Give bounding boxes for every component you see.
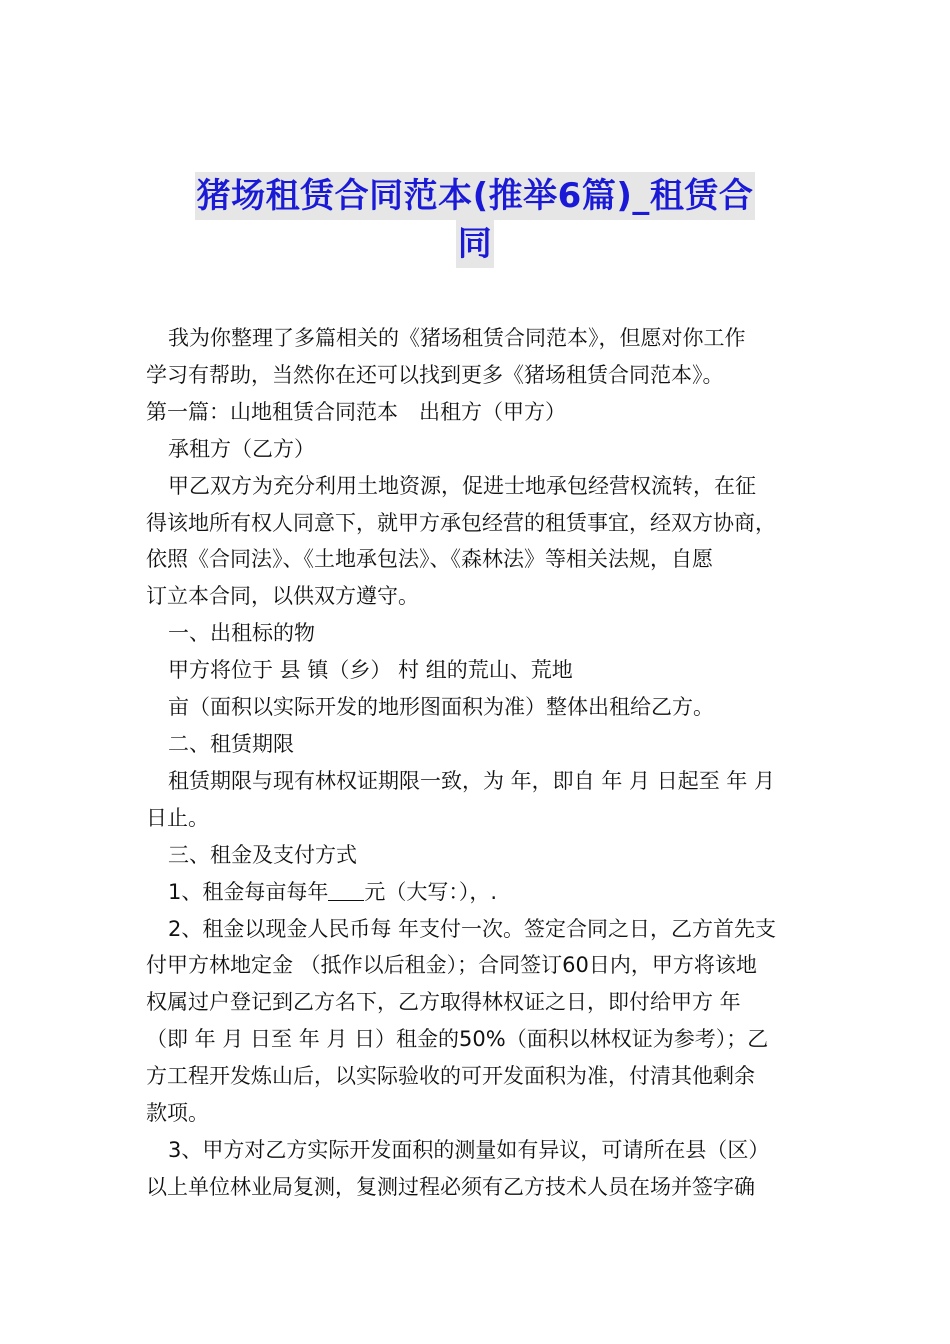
rent-1-prefix: 1、租金每亩每年	[168, 879, 329, 904]
paragraph-rent-3-line-1: 3、甲方对乙方实际开发面积的测量如有异议，可请所在县（区）	[168, 1137, 770, 1162]
paragraph-rent-2-line-1: 2、租金以现金人民币每 年支付一次。签定合同之日，乙方首先支	[168, 916, 777, 941]
paragraph-rent-2-line-6: 款项。	[146, 1101, 209, 1126]
paragraph-rent-2-line-4: （即 年 月 日至 年 月 日）租金的50%（面积以林权证为参考）；乙	[146, 1027, 769, 1052]
paragraph-preamble-line-2: 得该地所有权人同意下，就甲方承包经营的租赁事宜，经双方协商，	[146, 510, 776, 535]
document-body	[146, 320, 810, 1206]
paragraph-preamble-line-1: 甲乙双方为充分利用土地资源，促进士地承包经营权流转，在征	[168, 473, 756, 498]
rent-1-suffix: 元（大写：），.	[364, 879, 498, 904]
rent-amount-blank	[328, 879, 364, 901]
paragraph-rent-1	[146, 874, 810, 911]
title-line-2: 同	[456, 220, 495, 268]
paragraph-intro-line-1: 我为你整理了多篇相关的《猪场租赁合同范本》，但愿对你工作	[168, 326, 746, 350]
paragraph-preamble-line-4: 订立本合同，以供双方遵守。	[146, 584, 419, 609]
paragraph-term-line-2: 日止。	[146, 805, 209, 830]
lessee-label: 承租方（乙方）	[168, 436, 315, 461]
paragraph-rent-2-line-5: 方工程开发炼山后，以实际验收的可开发面积为准，付清其他剩余	[146, 1064, 755, 1089]
paragraph-rent-3-line-2: 以上单位林业局复测，复测过程必须有乙方技术人员在场并签字确	[146, 1174, 755, 1199]
paragraph-area: 亩（面积以实际开发的地形图面积为准）整体出租给乙方。	[168, 695, 714, 720]
section-heading-3: 三、租金及支付方式	[168, 842, 357, 867]
title-line-1: 猪场租赁合同范本(推举6篇)_租赁合	[195, 172, 756, 220]
document-title	[150, 172, 800, 268]
section-heading-1: 一、出租标的物	[168, 621, 315, 646]
paragraph-rent-2-line-3: 权属过户登记到乙方名下，乙方取得林权证之日，即付给甲方 年	[146, 990, 741, 1015]
paragraph-preamble-line-3: 依照《合同法》、《土地承包法》、《森林法》等相关法规，自愿	[146, 547, 713, 572]
paragraph-rent-2-line-2: 付甲方林地定金 （抵作以后租金）；合同签订60日内，甲方将该地	[146, 953, 757, 978]
paragraph-location: 甲方将位于 县 镇（乡） 村 组的荒山、荒地	[168, 658, 573, 683]
chapter-heading: 第一篇：山地租赁合同范本 出租方（甲方）	[146, 399, 566, 424]
paragraph-term-line-1: 租赁期限与现有林权证期限一致，为 年，即自 年 月 日起至 年 月	[168, 768, 776, 793]
section-heading-2: 二、租赁期限	[168, 731, 294, 756]
paragraph-intro-line-2: 学习有帮助，当然你在还可以找到更多《猪场租赁合同范本》。	[146, 362, 724, 387]
